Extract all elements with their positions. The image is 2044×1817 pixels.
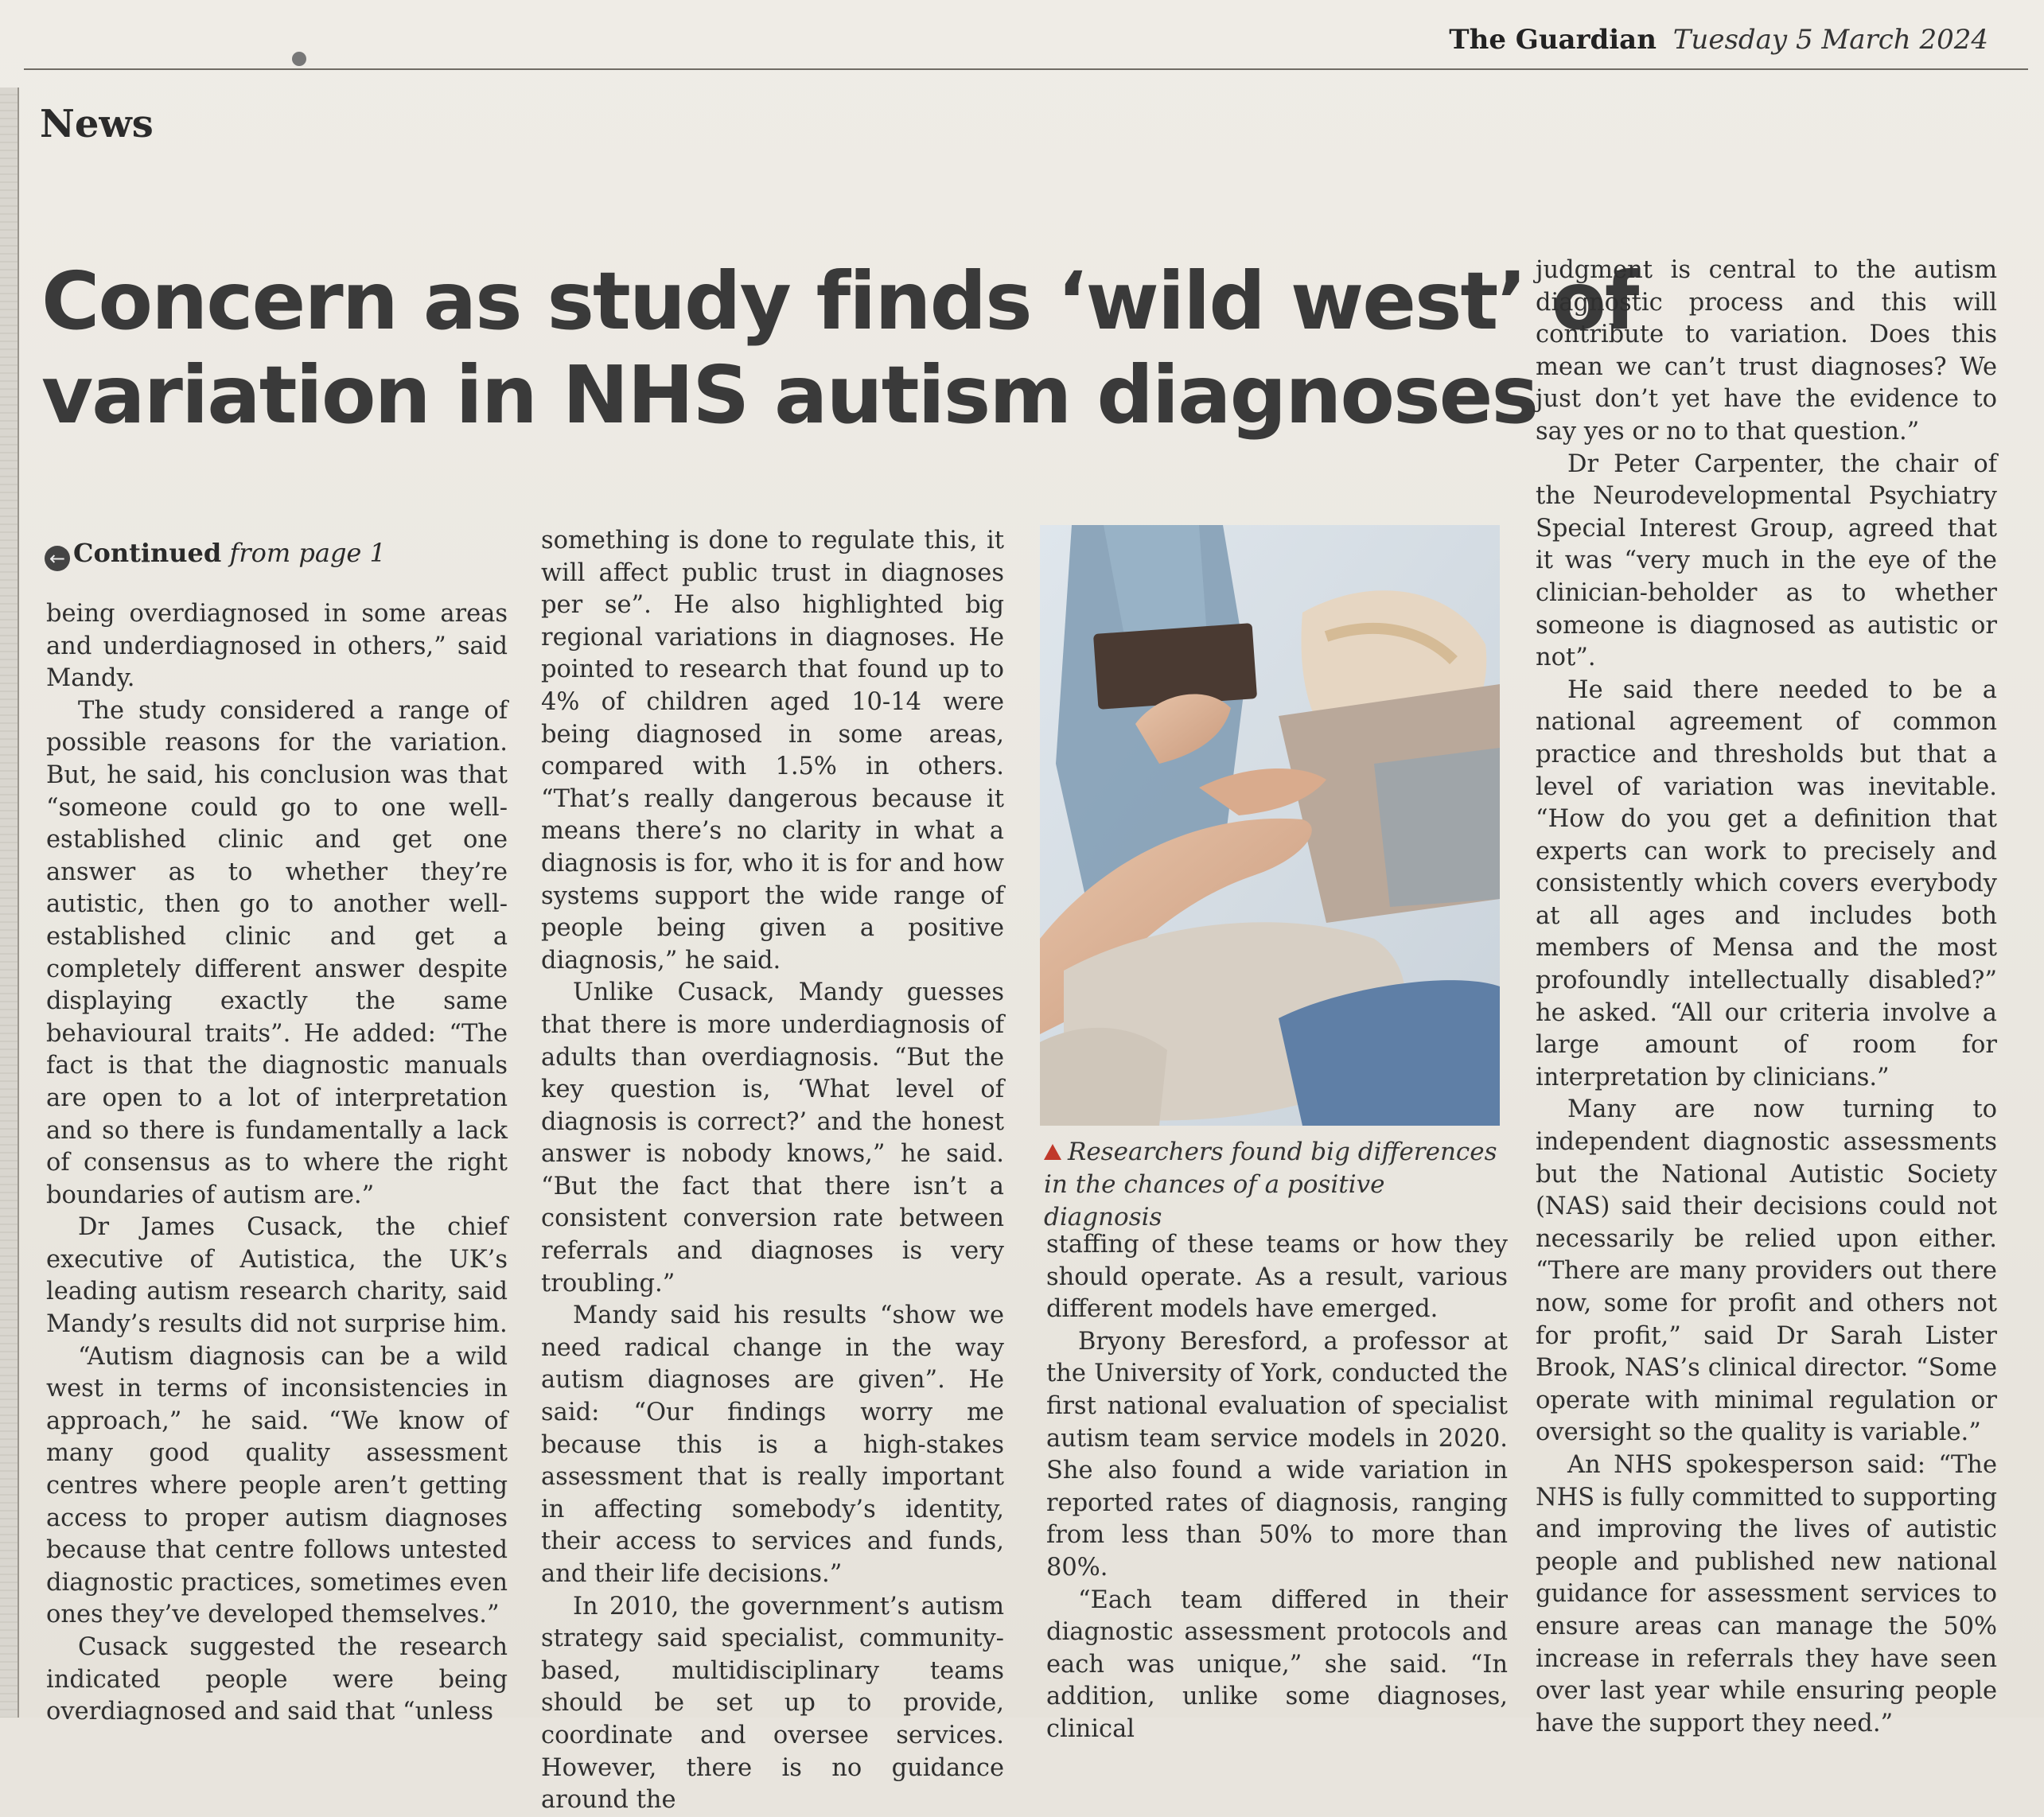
article-column-4: [1536, 255, 1997, 1740]
article-column-1: [46, 598, 508, 1729]
continued-marker: [45, 538, 386, 571]
paragraph: staffing of these teams or how they should operate. As a result, various different models have emerged.: [1046, 1231, 1508, 1324]
paragraph: Mandy said his results “show we need radical change in the way autism diagnoses are given”. He said: “Our findings worry me because this is a high-stakes assessment that is really important in affecting somebody’s identity, their access to services and funds, and their life decisions.”: [541, 1301, 1004, 1588]
punch-hole: [292, 52, 306, 66]
paragraph: Dr Peter Carpenter, the chair of the Neurodevelopmental Psychiatry Special Interest Group, agreed that it was “very much in the eye of the clinician-beholder as to whether someone is diagnosed as autistic or not”.: [1536, 449, 1997, 672]
paragraph: Cusack suggested the research indicated people were being overdiagnosed and said that “unless: [46, 1633, 508, 1726]
paragraph: something is done to regulate this, it will affect public trust in diagnoses per se”. He also highlighted big regional variations in diagnoses. He pointed to research that found up to 4% of children aged 10-14 were being diagnosed in some areas, compared with 1.5% in others. “That’s really dangerous because it means there’s no clarity in what a diagnosis is for, who it is for and how systems support the wide range of people being given a positive diagnosis,” he said.: [541, 527, 1004, 975]
paragraph: Unlike Cusack, Mandy guesses that there is more underdiagnosis of adults than overdiagnosis. “But the key question is, ‘What level of diagnosis is correct?’ and the honest answer is nobody knows,” he said. “But the fact that there isn’t a consistent conversion rate between referrals and diagnoses is very troubling.”: [541, 979, 1004, 1298]
paragraph: judgment is central to the autism diagnostic process and this will contribute to variation. Does this mean we can’t trust diagnoses? We just don’t yet have the evidence to say yes or no to that question.”: [1536, 256, 1997, 445]
caption-triangle-icon: [1044, 1144, 1061, 1160]
header-rule: [24, 68, 2028, 70]
paragraph: “Autism diagnosis can be a wild west in terms of inconsistencies in approach,” he said. “We know of many good quality assessment centres where people aren’t getting access to proper autism diagnoses because that centre follows untested diagnostic practices, sometimes even ones they’ve developed themselves.”: [46, 1342, 508, 1629]
headline-line-2: variation in NHS autism diagnoses: [41, 348, 1537, 442]
caption-text: Researchers found big differences in the chances of a positive diagnosis: [1044, 1138, 1497, 1231]
article-column-2: [541, 525, 1004, 1817]
headline-line-1: Concern as study finds ‘wild west’ of: [41, 255, 1638, 348]
photo-caption: [1044, 1136, 1505, 1234]
paragraph: Bryony Beresford, a professor at the University of York, conducted the first national evaluation of specialist autism team service models in 2020. She also found a wide variation in reported rates of diagnosis, ranging from less than 50% to more than 80%.: [1046, 1327, 1508, 1582]
paragraph: He said there needed to be a national agreement of common practice and thresholds but that a level of variation was inevitable. “How do you get a definition that experts can work to precisely and consistently which covers everybody at all ages and includes both members of Mensa and the most profoundly intellectually disabled?” he asked. “All our criteria involve a large amount of room for interpretation by clinicians.”: [1536, 675, 1997, 1091]
continued-label: Continued: [73, 538, 222, 568]
masthead: [1449, 24, 1988, 56]
paragraph: The study considered a range of possible reasons for the variation. But, he said, his conclusion was that “someone could go to one well-established clinic and get one answer as to whether they’re autistic, then go to another well-established clinic and get a completely different answer despite displaying exactly the same behavioural traits”. He added: “The fact is that the diagnostic manuals are open to a lot of interpretation and so there is fundamentally a lack of consensus as to where the right boundaries of autism are.”: [46, 696, 508, 1209]
paragraph: In 2010, the government’s autism strategy said specialist, community-based, multidisciplinary teams should be set up to provide, coordinate and oversee services. However, there is no guidance around the: [541, 1592, 1004, 1815]
article-column-3: [1046, 1229, 1508, 1746]
paragraph: An NHS spokesperson said: “The NHS is fully committed to supporting and improving the lives of autistic people and published new national guidance for assessment services to ensure areas can manage the 50% increase in referrals they have seen over last year while ensuring people have the support they need.”: [1536, 1450, 1997, 1737]
section-label: News: [40, 102, 154, 146]
left-arrow-icon: ←: [45, 546, 70, 571]
paragraph: Many are now turning to independent diagnostic assessments but the National Autistic Society (NAS) said their decisions could not necessarily be relied upon either. “There are many providers out there now, some for profit and others not for profit,” said Dr Sarah Lister Brook, NAS’s clinical director. “Some operate with minimal regulation or oversight so the quality is variable.”: [1536, 1095, 1997, 1447]
paragraph: being overdiagnosed in some areas and underdiagnosed in others,” said Mandy.: [46, 600, 508, 693]
publication-date: Tuesday 5 March 2024: [1672, 24, 1988, 56]
paragraph: Dr James Cusack, the chief executive of Autistica, the UK’s leading autism research charity, said Mandy’s results did not surprise him.: [46, 1213, 508, 1339]
continued-from: from page 1: [229, 538, 386, 568]
article-photo: [1040, 525, 1500, 1126]
page-edge-strip: [0, 88, 19, 1718]
photo-illustration: [1040, 525, 1500, 1126]
headline: [41, 255, 1638, 442]
paragraph: “Each team differed in their diagnostic assessment protocols and each was unique,” she said. “In addition, unlike some diagnoses, clinical: [1046, 1585, 1508, 1743]
publication-name: The Guardian: [1449, 24, 1657, 56]
